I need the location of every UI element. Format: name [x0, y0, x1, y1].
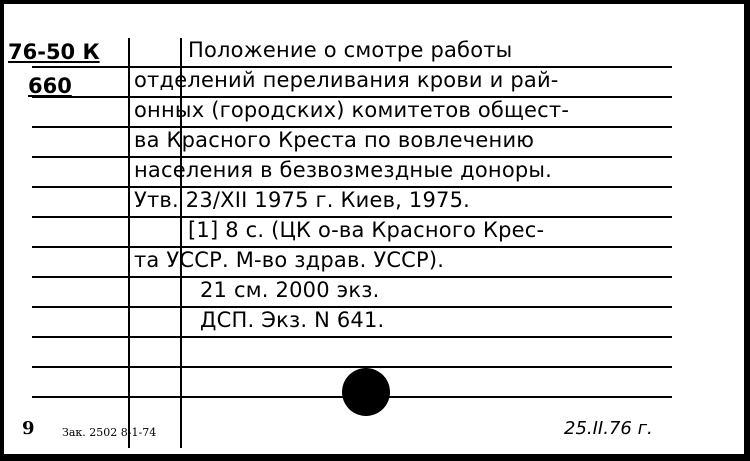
shelfmark-bottom: 660: [28, 74, 72, 98]
record-line: ва Красного Креста по вовлечению: [134, 128, 535, 152]
record-line: та УССР. М-во здрав. УССР).: [134, 248, 445, 272]
record-line: 21 см. 2000 экз.: [200, 278, 380, 302]
record-line: онных (городских) комитетов общест-: [134, 98, 570, 122]
footer-number: 9: [22, 418, 35, 439]
record-line: Утв. 23/XII 1975 г. Киев, 1975.: [134, 188, 471, 212]
record-line: [1] 8 с. (ЦК о-ва Красного Крес-: [188, 218, 545, 242]
margin-line-left: [128, 38, 130, 448]
date-stamp: 25.II.76 г.: [564, 418, 653, 439]
record-line: Положение о смотре работы: [188, 38, 513, 62]
shelfmark-top: 76-50 К: [8, 40, 100, 64]
record-line: отделений переливания крови и рай-: [134, 68, 559, 92]
punch-hole: [342, 368, 390, 416]
record-line: ДСП. Экз. N 641.: [200, 308, 385, 332]
print-order-text: Зак. 2502 8-1-74: [62, 426, 157, 439]
catalog-card: [4, 4, 744, 454]
record-line: населения в безвозмездные доноры.: [134, 158, 553, 182]
